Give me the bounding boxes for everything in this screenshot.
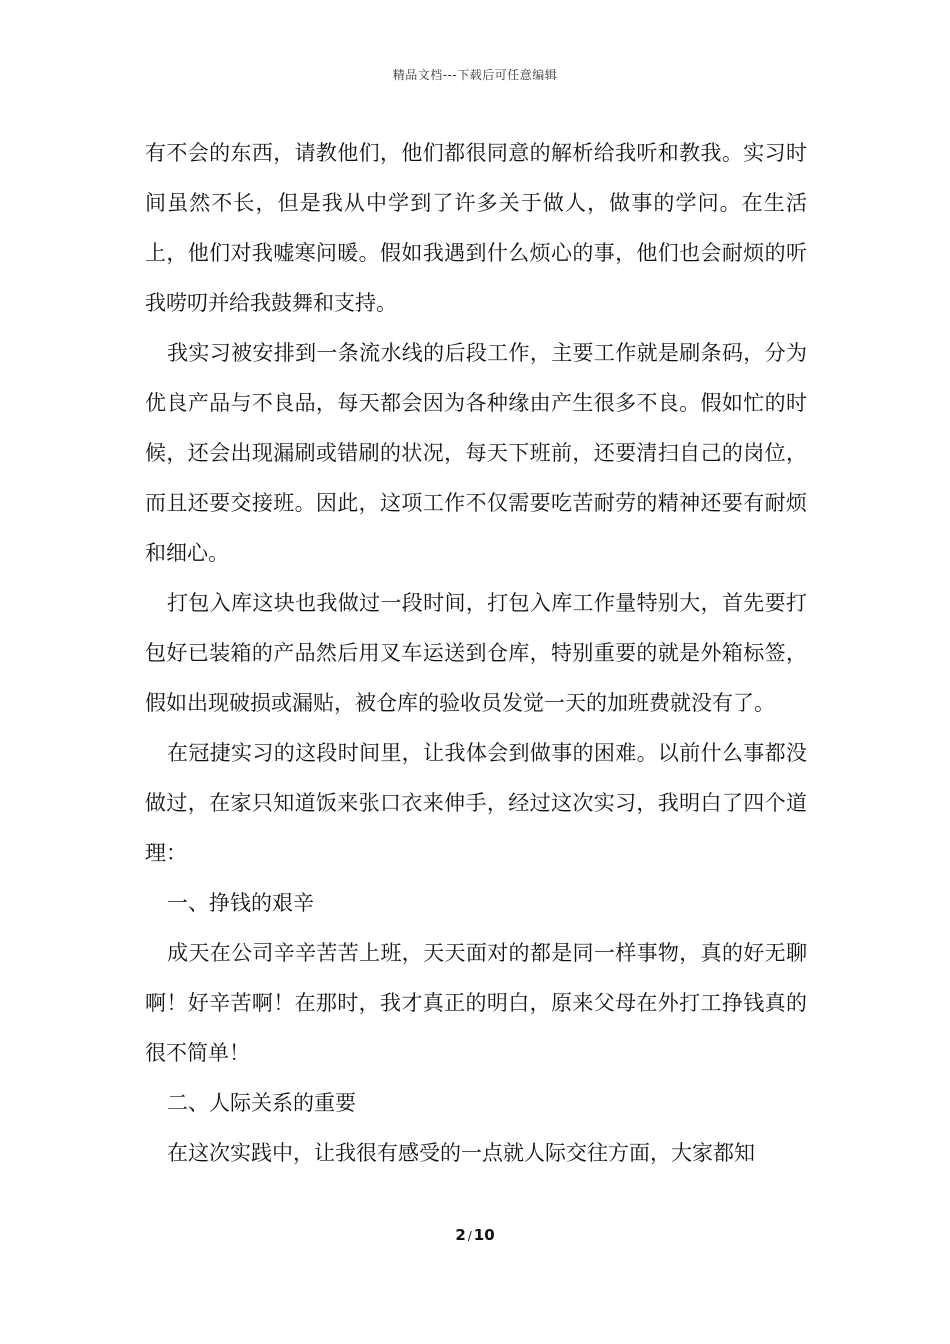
page-separator: /	[467, 1229, 472, 1243]
current-page-number: 2	[455, 1226, 466, 1244]
section-heading: 一、挣钱的艰辛	[167, 891, 314, 915]
page-header: 精品文档---下载后可任意编辑	[392, 68, 558, 82]
paragraph-continued: 有不会的东西，请教他们，他们都很同意的解析给我听和教我。实习时间虽然不长，但是我从中学到了许多关于做人，做事的学问。在生活上，他们对我嘘寒问暖。假如我遇到什么烦心的事，他们也会耐烦的听我唠叨并给我鼓舞和支持。	[145, 141, 807, 315]
paragraph: 打包入库这块也我做过一段时间，打包入库工作量特别大，首先要打包好已装箱的产品然后用叉车运送到仓库，特别重要的就是外箱标签，假如出现破损或漏贴，被仓库的验收员发觉一天的加班费就没有了。	[145, 591, 807, 715]
total-pages-number: 10	[473, 1226, 495, 1244]
paragraph: 成天在公司辛辛苦苦上班，天天面对的都是同一样事物，真的好无聊啊！好辛苦啊！在那时，我才真正的明白，原来父母在外打工挣钱真的很不简单！	[145, 941, 807, 1065]
page-number	[0, 1226, 950, 1244]
section-heading: 二、人际关系的重要	[167, 1091, 356, 1115]
paragraph: 在冠捷实习的这段时间里，让我体会到做事的困难。以前什么事都没做过，在家只知道饭来张口衣来伸手，经过这次实习，我明白了四个道理：	[145, 741, 807, 865]
document-body	[145, 128, 807, 1178]
paragraph: 我实习被安排到一条流水线的后段工作，主要工作就是刷条码，分为优良产品与不良品，每天都会因为各种缘由产生很多不良。假如忙的时候，还会出现漏刷或错刷的状况，每天下班前，还要清扫自己的岗位，而且还要交接班。因此，这项工作不仅需要吃苦耐劳的精神还要有耐烦和细心。	[145, 341, 807, 565]
paragraph: 在这次实践中，让我很有感受的一点就人际交往方面，大家都知	[167, 1141, 755, 1165]
